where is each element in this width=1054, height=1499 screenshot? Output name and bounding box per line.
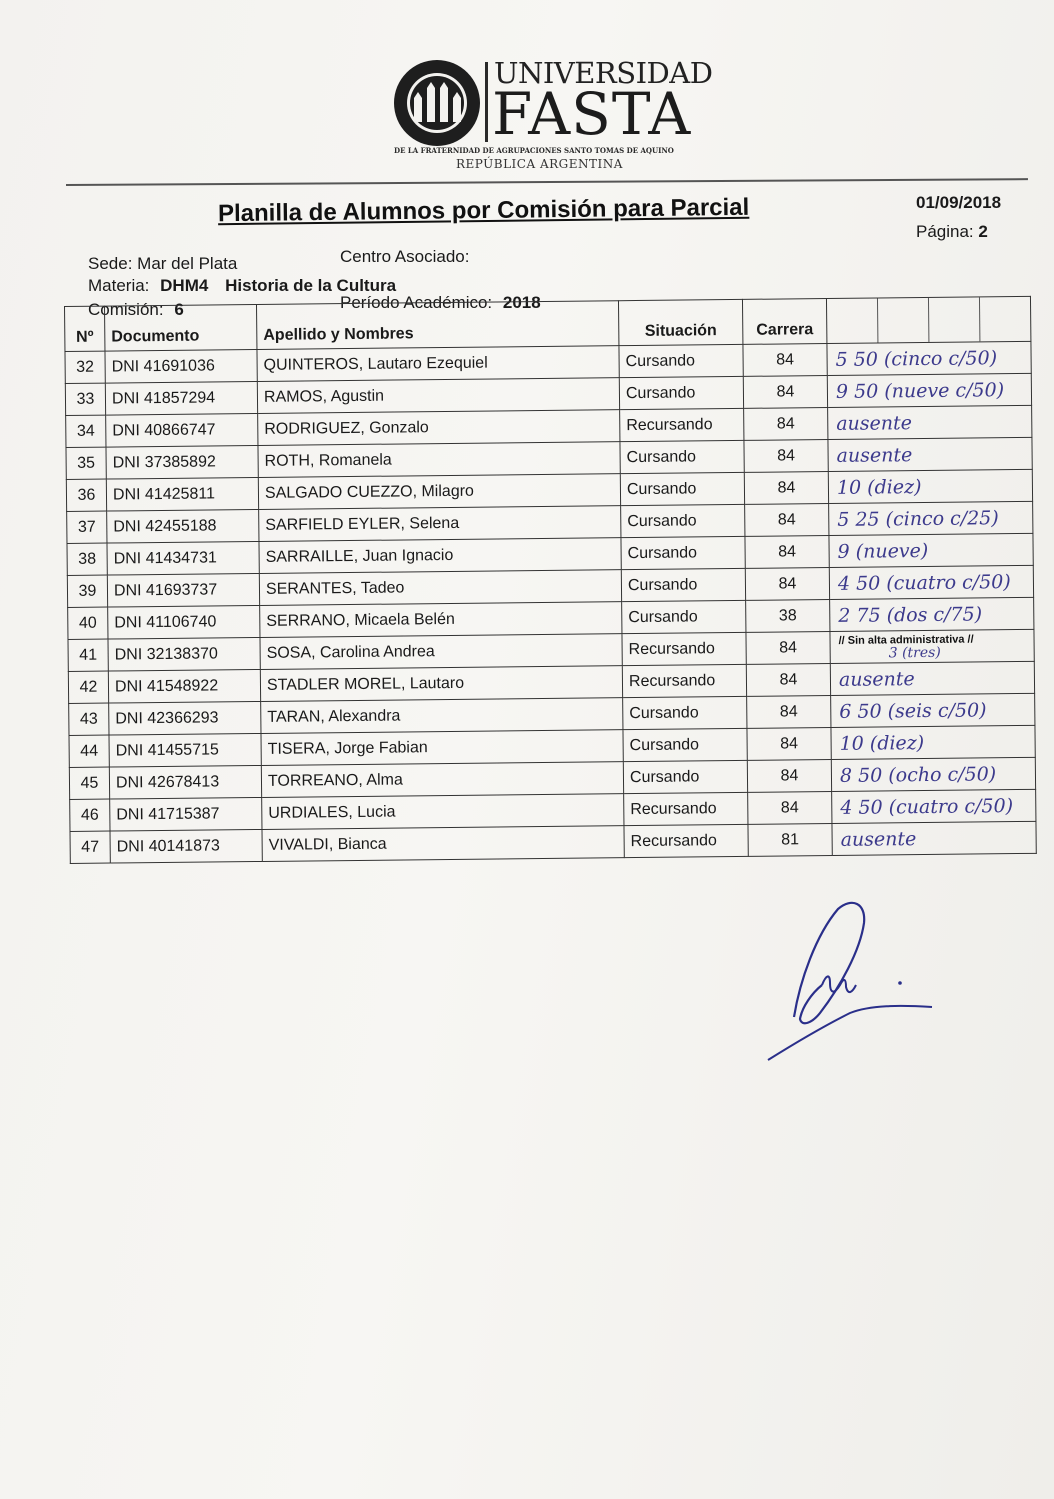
header-grade-blank bbox=[826, 296, 1030, 343]
sede-value: Mar del Plata bbox=[137, 254, 238, 273]
row-nombre: TARAN, Alexandra bbox=[261, 698, 623, 734]
row-nombre: VIVALDI, Bianca bbox=[262, 826, 624, 862]
row-grade: 10 (diez) bbox=[828, 469, 1032, 503]
row-nombre: RODRIGUEZ, Gonzalo bbox=[258, 410, 620, 446]
row-grade: ausente bbox=[828, 405, 1032, 439]
row-grade: 4 50 (cuatro c/50) bbox=[832, 789, 1036, 823]
page-label: Página: bbox=[916, 222, 974, 241]
row-carrera: 84 bbox=[743, 344, 827, 377]
row-carrera: 84 bbox=[747, 759, 831, 792]
row-documento: DNI 40141873 bbox=[110, 829, 262, 863]
row-note: // Sin alta administrativa // bbox=[838, 633, 974, 647]
row-number: 41 bbox=[68, 639, 108, 671]
row-nombre: SERRANO, Micaela Belén bbox=[260, 602, 622, 638]
row-documento: DNI 41455715 bbox=[109, 733, 261, 767]
row-situacion: Cursando bbox=[620, 472, 744, 505]
row-grade: ausente bbox=[832, 821, 1036, 855]
row-nombre: TORREANO, Alma bbox=[261, 762, 623, 798]
row-carrera: 81 bbox=[748, 823, 832, 856]
row-nombre: URDIALES, Lucia bbox=[262, 794, 624, 830]
row-situacion: Recursando bbox=[624, 824, 748, 857]
row-number: 36 bbox=[66, 479, 106, 511]
handwritten-signature bbox=[760, 895, 940, 1070]
row-number: 35 bbox=[66, 447, 106, 479]
row-number: 46 bbox=[70, 799, 110, 831]
row-grade: 5 25 (cinco c/25) bbox=[829, 501, 1033, 535]
row-carrera: 84 bbox=[744, 440, 828, 473]
row-situacion: Recursando bbox=[620, 408, 744, 441]
row-nombre: TISERA, Jorge Fabian bbox=[261, 730, 623, 766]
comision-value: 6 bbox=[174, 300, 184, 319]
row-situacion: Cursando bbox=[623, 728, 747, 761]
row-situacion: Recursando bbox=[624, 792, 748, 825]
row-carrera: 84 bbox=[744, 408, 828, 441]
row-number: 38 bbox=[67, 543, 107, 575]
row-grade-text: 3 (tres) bbox=[888, 644, 941, 662]
row-nombre: ROTH, Romanela bbox=[258, 442, 620, 478]
row-grade: 5 50 (cinco c/50) bbox=[827, 341, 1031, 375]
header-carrera: Carrera bbox=[742, 299, 826, 345]
row-carrera: 84 bbox=[747, 727, 831, 760]
row-documento: DNI 42366293 bbox=[109, 701, 261, 735]
row-carrera: 84 bbox=[748, 791, 832, 824]
row-documento: DNI 41857294 bbox=[105, 381, 257, 415]
document-date: 01/09/2018 bbox=[916, 193, 1002, 212]
row-carrera: 84 bbox=[745, 504, 829, 537]
logo-country: REPÚBLICA ARGENTINA bbox=[456, 157, 623, 171]
logo-divider bbox=[485, 62, 488, 142]
row-documento: DNI 40866747 bbox=[106, 413, 258, 447]
row-carrera: 84 bbox=[745, 536, 829, 569]
row-nombre: SOSA, Carolina Andrea bbox=[260, 634, 622, 670]
row-grade: 4 50 (cuatro c/50) bbox=[829, 565, 1033, 599]
sede-label: Sede: bbox=[88, 254, 133, 273]
logo-line1: UNIVERSIDAD bbox=[494, 56, 713, 90]
materia-name: Historia de la Cultura bbox=[225, 276, 397, 295]
row-documento: DNI 41425811 bbox=[106, 477, 258, 511]
row-situacion: Cursando bbox=[623, 696, 747, 729]
row-carrera: 84 bbox=[745, 568, 829, 601]
row-nombre: SALGADO CUEZZO, Milagro bbox=[258, 474, 620, 510]
row-number: 37 bbox=[67, 511, 107, 543]
row-number: 44 bbox=[69, 735, 109, 767]
row-situacion: Cursando bbox=[621, 504, 745, 537]
header-documento: Documento bbox=[105, 304, 257, 351]
logo-tagline: DE LA FRATERNIDAD DE AGRUPACIONES SANTO TOMAS DE AQUINO bbox=[394, 146, 674, 155]
grade-subcolumns bbox=[827, 297, 1030, 343]
row-grade: 9 50 (nueve c/50) bbox=[827, 373, 1031, 407]
row-grade: ausente bbox=[830, 661, 1034, 695]
row-number: 40 bbox=[68, 607, 108, 639]
row-carrera: 84 bbox=[747, 695, 831, 728]
materia-code: DHM4 bbox=[160, 276, 209, 295]
row-number: 45 bbox=[69, 767, 109, 799]
row-nombre: SARRAILLE, Juan Ignacio bbox=[259, 538, 621, 574]
students-table-wrapper bbox=[64, 296, 1038, 888]
row-documento: DNI 41548922 bbox=[108, 669, 260, 703]
centro-label: Centro Asociado: bbox=[340, 247, 470, 266]
students-table bbox=[64, 296, 1037, 864]
comision-label: Comisión: bbox=[88, 300, 164, 319]
periodo-value: 2018 bbox=[502, 293, 541, 312]
row-documento: DNI 37385892 bbox=[106, 445, 258, 479]
row-carrera: 84 bbox=[746, 663, 830, 696]
page-indicator bbox=[916, 222, 988, 242]
row-number: 34 bbox=[66, 415, 106, 447]
university-emblem-icon bbox=[392, 58, 482, 148]
logo-line2: FASTA bbox=[492, 80, 692, 148]
row-documento: DNI 32138370 bbox=[108, 637, 260, 671]
row-carrera: 84 bbox=[744, 472, 828, 505]
row-carrera: 84 bbox=[746, 631, 830, 664]
header-number: Nº bbox=[65, 306, 105, 351]
row-grade: 10 (diez) bbox=[831, 725, 1035, 759]
row-nombre: QUINTEROS, Lautaro Ezequiel bbox=[257, 346, 619, 382]
sede-field bbox=[88, 254, 237, 274]
centro-field bbox=[340, 247, 469, 267]
row-number: 33 bbox=[65, 383, 105, 415]
row-situacion: Cursando bbox=[621, 536, 745, 569]
university-logo bbox=[392, 56, 713, 178]
document-title: Planilla de Alumnos por Comisión para Parcial bbox=[217, 193, 750, 228]
row-grade: 2 75 (dos c/75) bbox=[830, 597, 1034, 631]
row-documento: DNI 41434731 bbox=[107, 541, 259, 575]
row-situacion: Cursando bbox=[620, 440, 744, 473]
row-situacion: Recursando bbox=[622, 632, 746, 665]
row-documento: DNI 41693737 bbox=[107, 573, 259, 607]
row-nombre: SARFIELD EYLER, Selena bbox=[259, 506, 621, 542]
header-divider bbox=[66, 178, 1028, 186]
row-grade bbox=[830, 629, 1034, 663]
row-number: 39 bbox=[67, 575, 107, 607]
page-number: 2 bbox=[978, 222, 988, 241]
row-number: 42 bbox=[68, 671, 108, 703]
periodo-label: Período Académico: bbox=[340, 293, 493, 312]
row-number: 43 bbox=[69, 703, 109, 735]
row-grade: 9 (nueve) bbox=[829, 533, 1033, 567]
row-situacion: Cursando bbox=[621, 568, 745, 601]
row-situacion: Cursando bbox=[623, 760, 747, 793]
row-grade: 8 50 (ocho c/50) bbox=[831, 757, 1035, 791]
row-documento: DNI 41106740 bbox=[108, 605, 260, 639]
row-nombre: RAMOS, Agustin bbox=[257, 378, 619, 414]
row-carrera: 84 bbox=[743, 376, 827, 409]
row-situacion: Cursando bbox=[619, 376, 743, 409]
row-grade: ausente bbox=[828, 437, 1032, 471]
row-situacion: Cursando bbox=[622, 600, 746, 633]
materia-label: Materia: bbox=[88, 276, 150, 295]
row-nombre: STADLER MOREL, Lautaro bbox=[260, 666, 622, 702]
header-nombres: Apellido y Nombres bbox=[256, 301, 618, 350]
row-carrera: 38 bbox=[746, 599, 830, 632]
row-grade: 6 50 (seis c/50) bbox=[831, 693, 1035, 727]
row-documento: DNI 42455188 bbox=[107, 509, 259, 543]
header-situacion: Situación bbox=[618, 299, 742, 345]
row-documento: DNI 41715387 bbox=[110, 797, 262, 831]
row-number: 32 bbox=[65, 351, 105, 383]
row-documento: DNI 41691036 bbox=[105, 349, 257, 383]
row-situacion: Cursando bbox=[619, 344, 743, 377]
row-number: 47 bbox=[70, 831, 110, 863]
row-documento: DNI 42678413 bbox=[109, 765, 261, 799]
row-nombre: SERANTES, Tadeo bbox=[259, 570, 621, 606]
row-situacion: Recursando bbox=[622, 664, 746, 697]
